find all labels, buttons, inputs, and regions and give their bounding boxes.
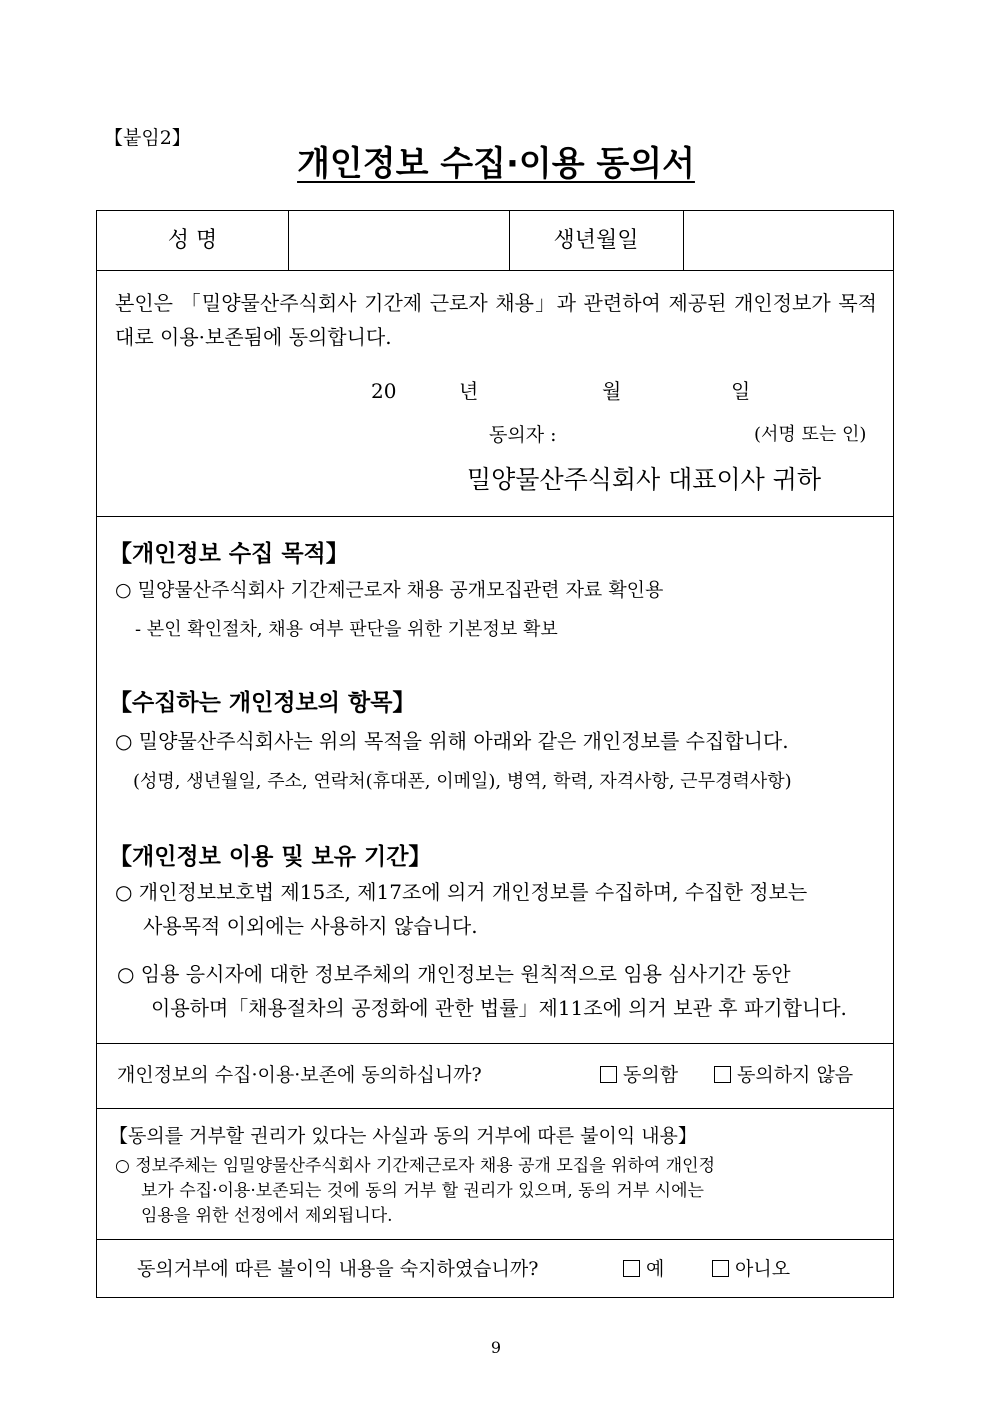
disagree-checkbox[interactable] [714,1066,731,1083]
period-item-1-line-1: ○ 개인정보보호법 제15조, 제17조에 의거 개인정보를 수집하며, 수집한 정보는 [115,880,808,904]
refusal-line-3: 임용을 위한 선정에서 제외됩니다. [141,1206,393,1226]
option-disagree[interactable] [714,1058,853,1092]
acknowledge-question: 동의거부에 따른 불이익 내용을 숙지하였습니까? [137,1258,539,1280]
divider [97,516,893,517]
date-year-unit: 년 [459,379,479,403]
birth-field[interactable] [684,211,892,270]
document-title [0,136,992,185]
period-item-2-line-2: 이용하며「채용절차의 공정화에 관한 법률」제11조에 의거 보관 후 파기합니다. [151,996,847,1020]
name-field[interactable] [289,211,509,270]
items-item: ○ 밀양물산주식회사는 위의 목적을 위해 아래와 같은 개인정보를 수집합니다. [115,729,789,753]
agreer-label: 동의자 : [489,424,557,446]
refusal-line-1: ○ 정보주체는 임밀양물산주식회사 기간제근로자 채용 공개 모집을 위하여 개인정 [115,1156,715,1176]
refusal-line-2: 보가 수집·이용·보존되는 것에 동의 거부 할 권리가 있으며, 동의 거부 시에는 [141,1181,704,1201]
date-month-unit: 월 [602,379,622,403]
yes-label: 예 [646,1258,665,1280]
items-heading: 【수집하는 개인정보의 항목】 [109,690,416,716]
period-heading: 【개인정보 이용 및 보유 기간】 [109,844,432,870]
name-label: 성 명 [167,228,218,253]
no-checkbox[interactable] [712,1260,729,1277]
purpose-heading: 【개인정보 수집 목적】 [109,541,349,567]
divider [97,1108,893,1109]
purpose-item: ○ 밀양물산주식회사 기간제근로자 채용 공개모집관련 자료 확인용 [115,579,664,601]
period-item-2-line-1: ○ 임용 응시자에 대한 정보주체의 개인정보는 원칙적으로 임용 심사기간 동안 [117,962,791,986]
purpose-sub: - 본인 확인절차, 채용 여부 판단을 위한 기본정보 확보 [135,619,558,640]
period-item-1-line-2: 사용목적 이외에는 사용하지 않습니다. [143,914,478,938]
date-year: 20 [371,379,397,403]
option-agree[interactable] [600,1058,678,1092]
no-label: 아니오 [735,1258,791,1280]
birth-label: 생년월일 [553,228,639,253]
consent-form [96,210,894,1298]
disagree-label: 동의하지 않음 [737,1064,854,1086]
consent-question: 개인정보의 수집·이용·보존에 동의하십니까? [117,1064,482,1086]
agree-label: 동의함 [623,1064,679,1086]
signature-label: (서명 또는 인) [754,424,867,445]
option-yes[interactable] [623,1252,664,1286]
date-day-unit: 일 [731,379,751,403]
divider [97,1043,893,1044]
page-number: 9 [490,1338,502,1357]
attachment-label: 【붙임2】 [104,127,191,149]
refusal-heading: 【동의를 거부할 권리가 있다는 사실과 동의 거부에 따른 불이익 내용】 [109,1125,697,1147]
option-no[interactable] [712,1252,790,1286]
agree-checkbox[interactable] [600,1066,617,1083]
document-title-text: 개인정보 수집·이용 동의서 [297,144,695,184]
items-list: (성명, 생년월일, 주소, 연락처(휴대폰, 이메일), 병역, 학력, 자격사항, 근무경력사항) [133,771,792,792]
divider [97,270,893,271]
recipient: 밀양물산주식회사 대표이사 귀하 [467,465,821,494]
consent-text: 본인은 「밀양물산주식회사 기간제 근로자 채용」과 관련하여 제공된 개인정보가 목적대로 이용·보존됨에 동의합니다. [115,291,877,349]
yes-checkbox[interactable] [623,1260,640,1277]
divider [97,1239,893,1240]
